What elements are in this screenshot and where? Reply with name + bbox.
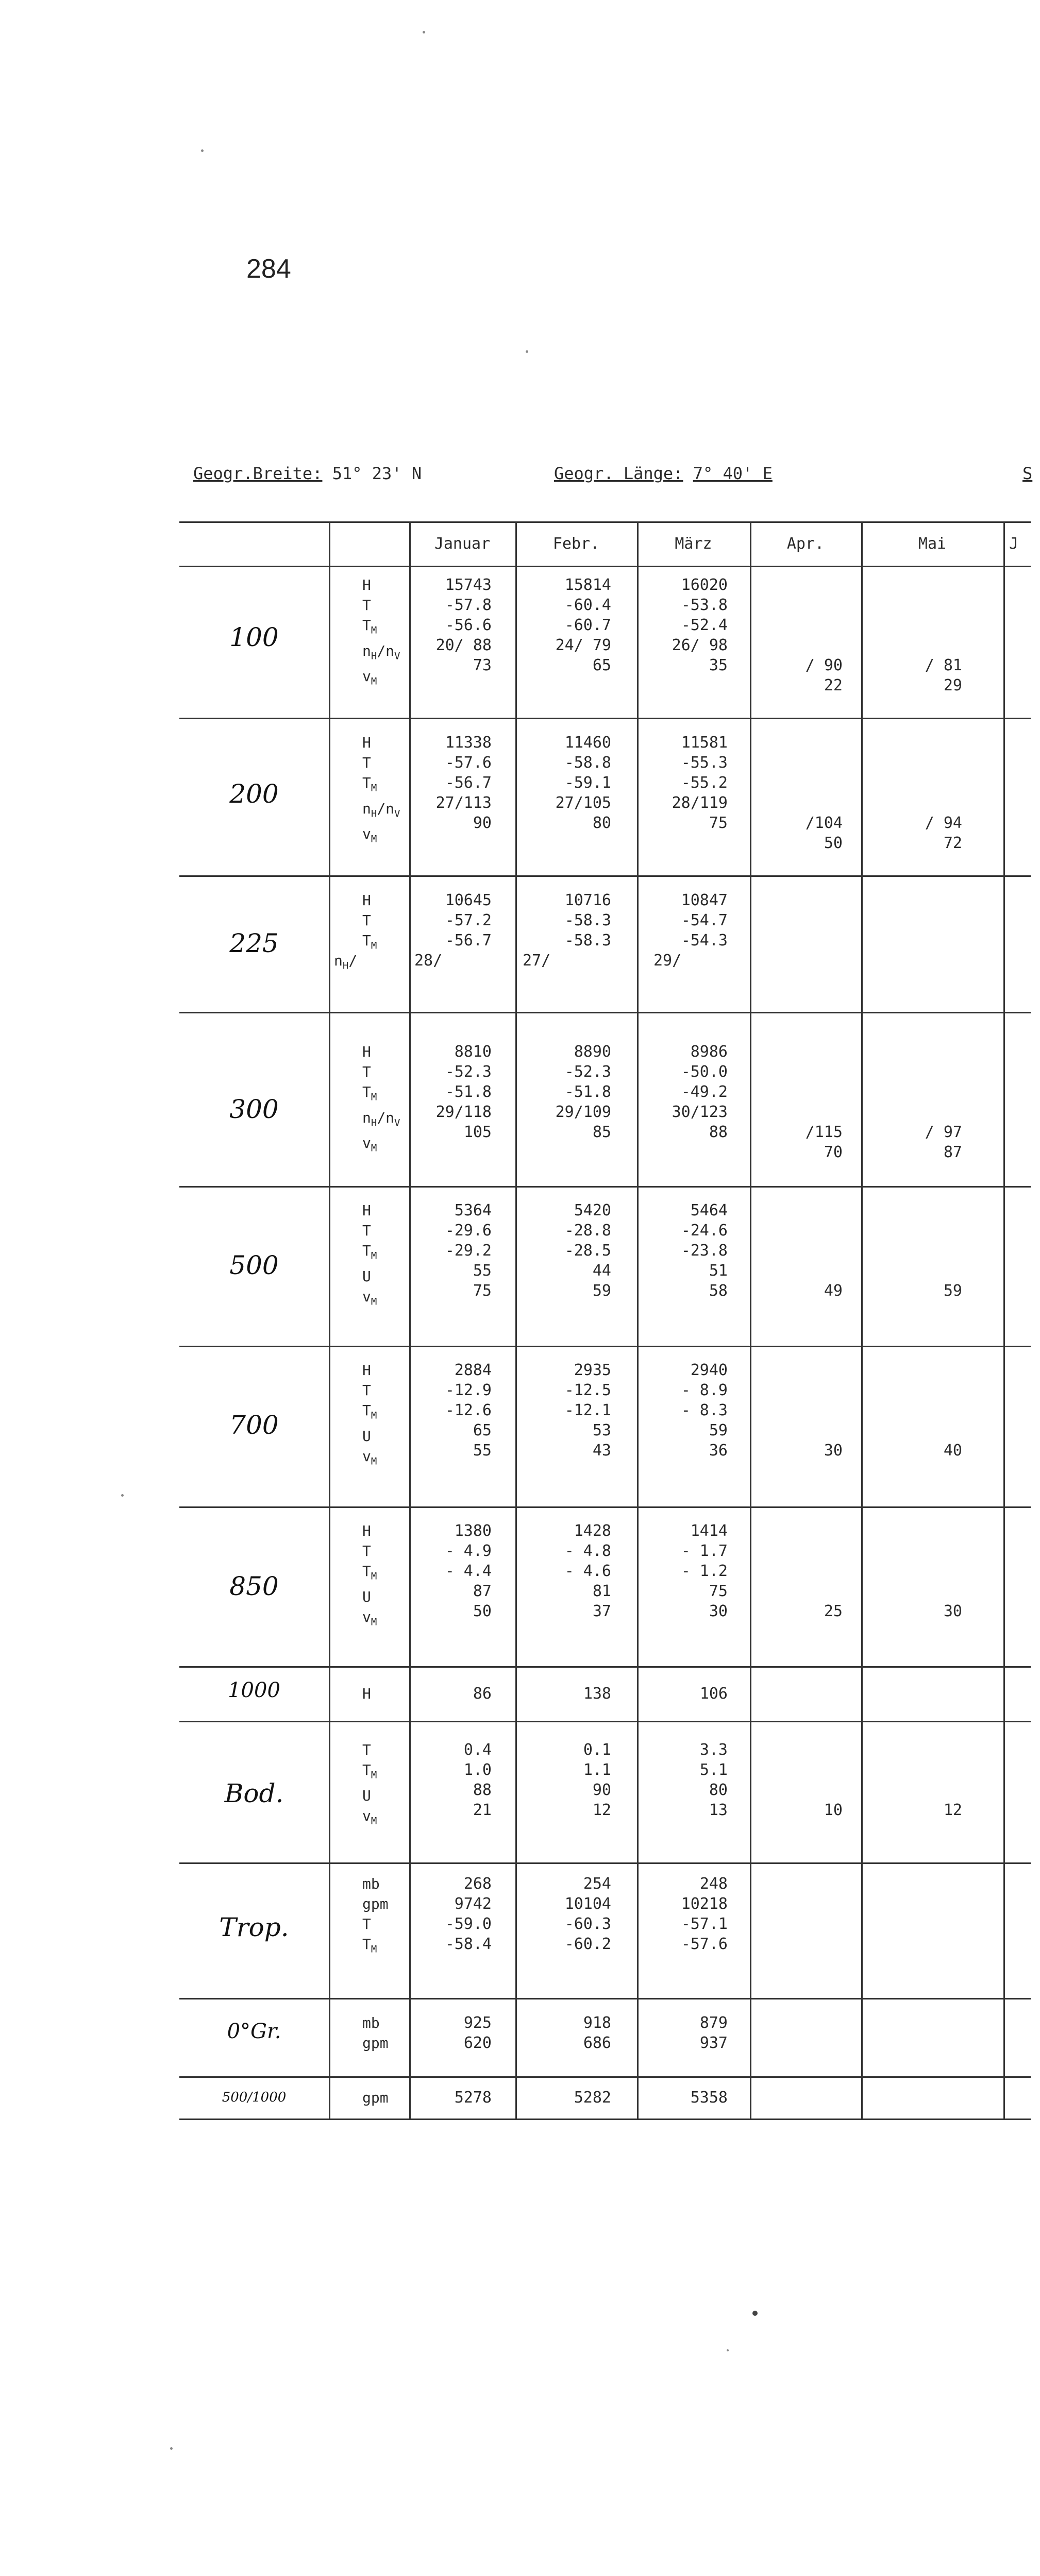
february-values: 138 — [583, 1685, 611, 1703]
march-values: 879 937 — [699, 2014, 728, 2052]
level-label: Trop. — [219, 1912, 289, 1942]
cut-off-header-fragment: S — [1022, 464, 1033, 483]
january-values: 10645 -57.2 -56.7 — [445, 891, 492, 950]
month-header-jan: Januar — [434, 535, 491, 553]
february-values: 0.1 1.1 90 12 — [583, 1741, 611, 1819]
speck — [727, 2349, 729, 2351]
speck — [201, 149, 204, 152]
february-values: 5282 — [574, 2089, 611, 2107]
level-label: 500/1000 — [222, 2090, 287, 2105]
speck — [170, 2447, 173, 2450]
variable-column: H — [362, 1685, 371, 1702]
may-values: / 94 72 — [925, 814, 962, 852]
february-values: 2935 -12.5 -12.1 53 43 — [564, 1361, 611, 1460]
january-values: 268 9742 -59.0 -58.4 — [445, 1875, 492, 1953]
level-label: 100 — [229, 622, 279, 652]
speck — [423, 31, 425, 33]
speck — [752, 2311, 758, 2316]
variable-column: H T $T_M$ $n_H/n_V$ $v_M$ — [362, 734, 400, 845]
january-values: 925 620 — [463, 2014, 492, 2052]
month-header-jun: J — [1009, 535, 1019, 553]
march-values: 2940 - 8.9 - 8.3 59 36 — [681, 1361, 728, 1460]
may-values: / 81 29 — [925, 656, 962, 694]
variable-column: gpm — [362, 2089, 389, 2106]
level-label: 225 — [229, 928, 279, 958]
march-values: 5358 — [690, 2089, 728, 2107]
speck — [121, 1494, 124, 1497]
march-values: 106 — [699, 1685, 728, 1703]
march-values-extra: 29/ — [653, 952, 682, 970]
april-values: /115 70 — [805, 1123, 843, 1161]
level-label: 200 — [229, 779, 279, 809]
variable-column: H T $T_M$ $n_H/n_V$ $v_M$ — [362, 577, 400, 687]
variable-column: H T $T_M$ U $v_M$ — [362, 1202, 377, 1308]
speck — [526, 350, 528, 353]
april-values: / 90 22 — [805, 656, 843, 694]
variable-column: H T $T_M$ U $v_M$ — [362, 1522, 377, 1628]
may-values: 12 — [943, 1801, 962, 1819]
march-values: 1414 - 1.7 - 1.2 75 30 — [681, 1522, 728, 1620]
variable-column: T $T_M$ U $v_M$ — [362, 1741, 377, 1827]
latitude — [193, 464, 422, 483]
february-values-extra: 27/ — [523, 952, 551, 970]
variable-column: mb gpm T $T_M$ — [362, 1875, 389, 1955]
month-header-feb: Febr. — [552, 535, 600, 553]
april-values: 49 — [824, 1282, 843, 1300]
level-label: 500 — [229, 1250, 279, 1280]
longitude — [554, 464, 773, 483]
latitude-value: 51° 23' N — [332, 464, 422, 483]
february-values: 254 10104 -60.3 -60.2 — [564, 1875, 611, 1953]
january-values-extra: 28/ — [414, 952, 443, 970]
latitude-label: Geogr.Breite: — [193, 464, 323, 483]
march-values: 3.3 5.1 80 13 — [699, 1741, 728, 1819]
january-values: 5364 -29.6 -29.2 55 75 — [445, 1201, 492, 1300]
march-values: 10847 -54.7 -54.3 — [681, 891, 728, 950]
variable-column: mb gpm — [362, 2014, 389, 2052]
level-label: 1000 — [228, 1679, 280, 1702]
may-values: 30 — [943, 1602, 962, 1620]
january-values: 11338 -57.6 -56.7 27/113 90 — [435, 734, 492, 832]
level-label: 0°Gr. — [227, 2020, 281, 2043]
january-values: 5278 — [454, 2089, 492, 2107]
march-values: 5464 -24.6 -23.8 51 58 — [681, 1201, 728, 1300]
page-number: 284 — [246, 254, 291, 284]
may-values: 40 — [943, 1442, 962, 1460]
april-values: 25 — [824, 1602, 843, 1620]
variable-column: H T $T_M$ — [362, 892, 377, 952]
january-values: 2884 -12.9 -12.6 65 55 — [445, 1361, 492, 1460]
february-values: 8890 -52.3 -51.8 29/109 85 — [555, 1043, 611, 1141]
variable-column-extra: $n_H/$ — [334, 952, 358, 972]
april-values: 10 — [824, 1801, 843, 1819]
february-values: 1428 - 4.8 - 4.6 81 37 — [564, 1522, 611, 1620]
month-header-mar: März — [675, 535, 712, 553]
february-values: 15814 -60.4 -60.7 24/ 79 65 — [555, 576, 611, 674]
level-label: 700 — [229, 1410, 279, 1440]
january-values: 0.4 1.0 88 21 — [463, 1741, 492, 1819]
month-header-apr: Apr. — [786, 535, 825, 553]
march-values: 248 10218 -57.1 -57.6 — [681, 1875, 728, 1953]
variable-column: H T $T_M$ $n_H/n_V$ $v_M$ — [362, 1043, 400, 1154]
march-values: 11581 -55.3 -55.2 28/119 75 — [672, 734, 728, 832]
february-values: 11460 -58.8 -59.1 27/105 80 — [555, 734, 611, 832]
may-values: / 97 87 — [925, 1123, 962, 1161]
month-header-mai: Mai — [918, 535, 947, 553]
april-values: 30 — [824, 1442, 843, 1460]
february-values: 918 686 — [583, 2014, 611, 2052]
may-values: 59 — [943, 1282, 962, 1300]
january-values: 1380 - 4.9 - 4.4 87 50 — [445, 1522, 492, 1620]
january-values: 86 — [473, 1685, 492, 1703]
variable-column: H T $T_M$ U $v_M$ — [362, 1362, 377, 1467]
level-label: 300 — [229, 1094, 279, 1124]
april-values: /104 50 — [805, 814, 843, 852]
march-values: 8986 -50.0 -49.2 30/123 88 — [672, 1043, 728, 1141]
february-values: 10716 -58.3 -58.3 — [564, 891, 611, 950]
february-values: 5420 -28.8 -28.5 44 59 — [564, 1201, 611, 1300]
level-label: Bod. — [224, 1778, 284, 1808]
january-values: 15743 -57.8 -56.6 20/ 88 73 — [435, 576, 492, 674]
level-label: 850 — [229, 1571, 279, 1601]
longitude-value: 7° 40' E — [693, 464, 773, 483]
january-values: 8810 -52.3 -51.8 29/118 105 — [435, 1043, 492, 1141]
longitude-label: Geogr. Länge: — [554, 464, 683, 483]
march-values: 16020 -53.8 -52.4 26/ 98 35 — [672, 576, 728, 674]
